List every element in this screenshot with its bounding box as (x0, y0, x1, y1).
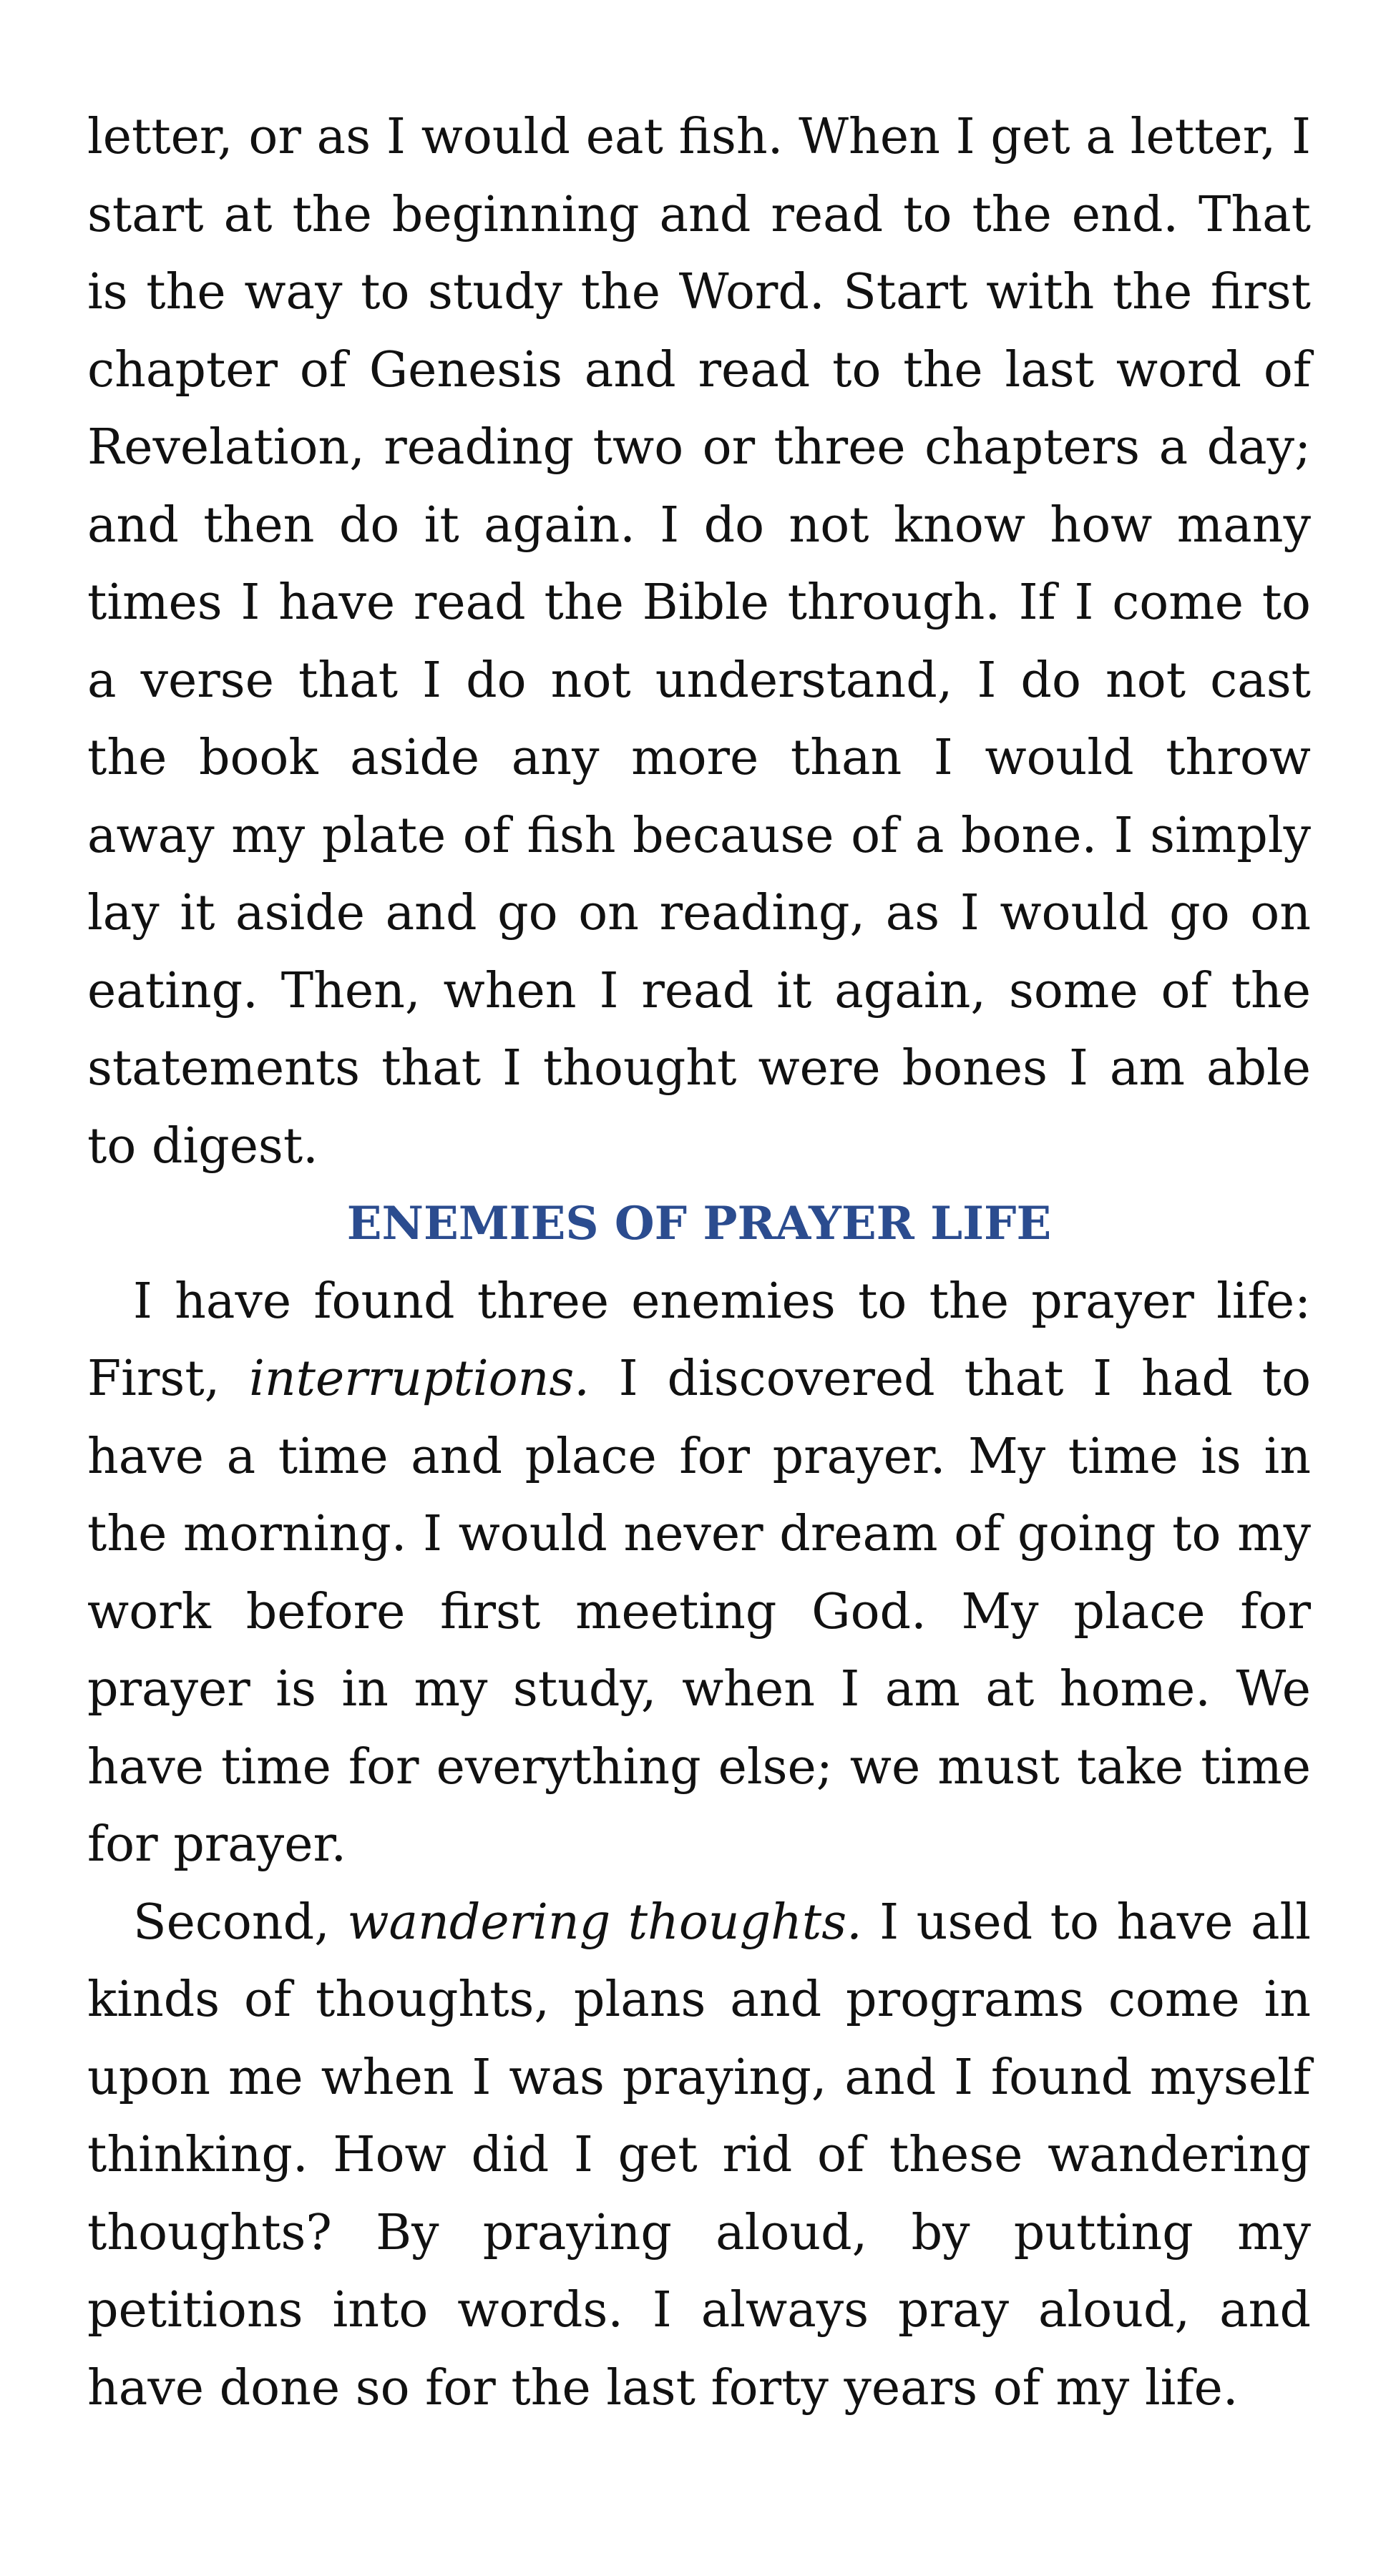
paragraph-3-emphasis: wandering thoughts. (347, 1894, 862, 1951)
paragraph-2-rest: I discovered that I had to have a time and place for prayer. My time is in the morning. I would never dream of going to my work before first meeting God. My place for prayer is in my study, when I am at home. We have time for everything else; we must take time for prayer. (87, 1351, 1312, 1873)
paragraph-2-lead: I have found three enemies to the prayer life: First, (87, 1273, 1311, 1407)
section-heading: ENEMIES OF PRAYER LIFE (346, 1197, 1052, 1250)
book-page (87, 99, 1311, 2427)
paragraph-3 (87, 1884, 1311, 2428)
paragraph-3-lead: Second, (133, 1894, 348, 1951)
paragraph-2 (87, 1263, 1311, 1884)
paragraph-3-rest: I used to have all kinds of thoughts, plans and programs come in upon me when I was praying, and I found myself thinking. How did I get rid of these wandering thoughts? By praying aloud, by putting my petitions into words. I always pray aloud, and have done so for the last forty years of my life. (87, 1894, 1312, 2416)
paragraph-1: letter, or as I would eat fish. When I get a letter, I start at the beginning and read to the end. That is the way to study the Word. Start with the first chapter of Genesis and read to the last word of Revelation, reading two or three chapters a day; and then do it again. I do not know how many times I have read the Bible through. If I come to a verse that I do not understand, I do not cast the book aside any more than I would throw away my plate of fish because of a bone. I simply lay it aside and go on reading, as I would go on eating. Then, when I read it again, some of the statements that I thought were bones I am able to digest. (87, 109, 1311, 1175)
paragraph-2-emphasis: interruptions. (249, 1351, 590, 1407)
